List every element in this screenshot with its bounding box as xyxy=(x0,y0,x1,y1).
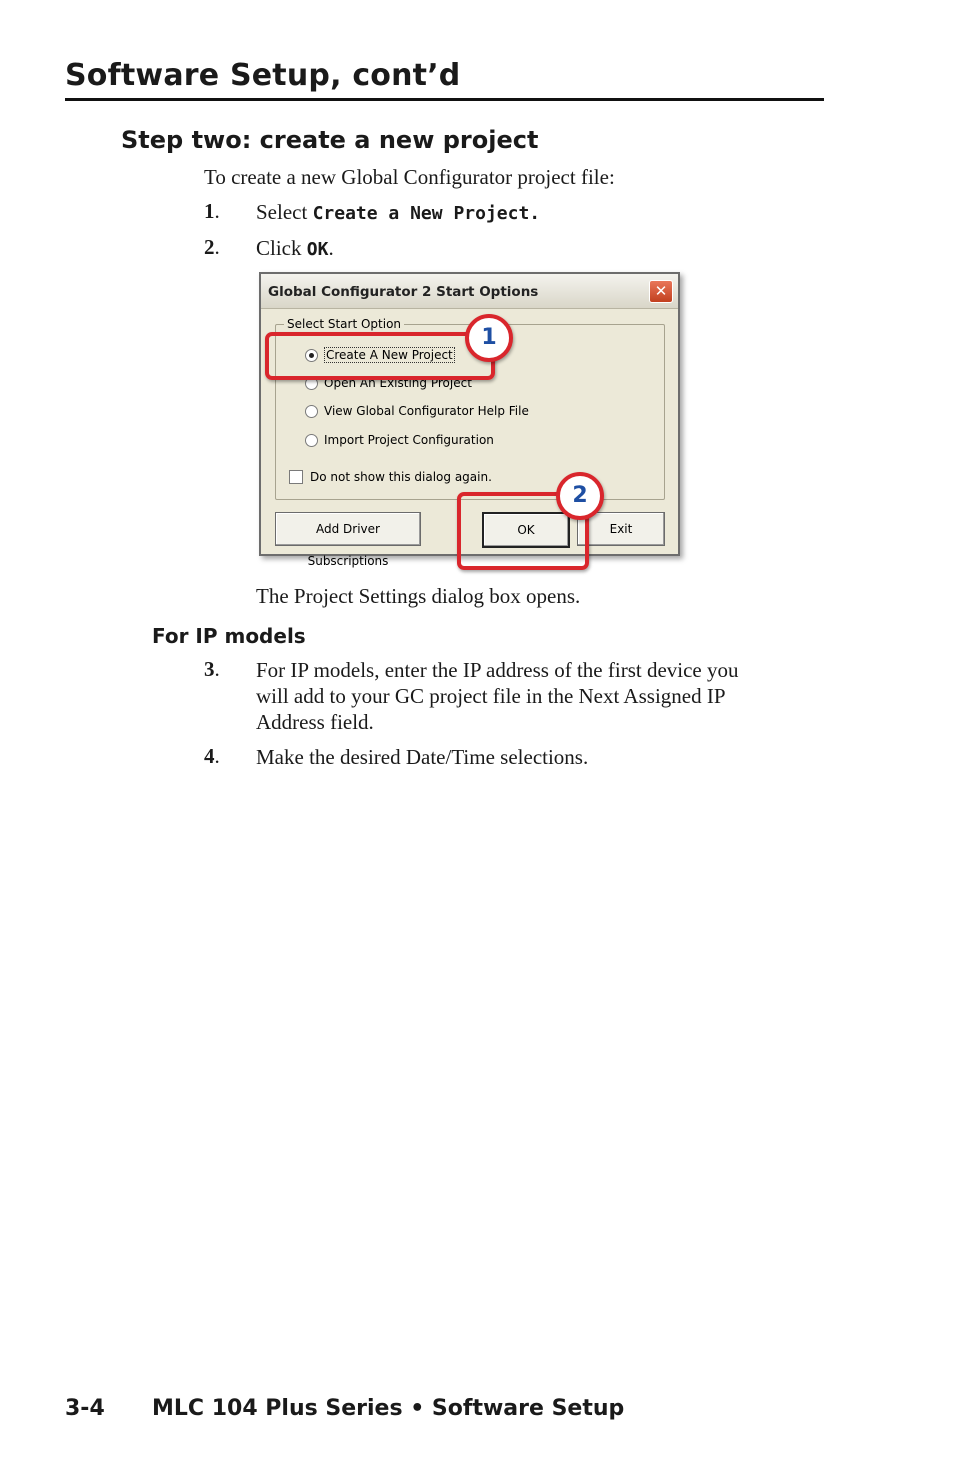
exit-button[interactable]: Exit xyxy=(577,512,665,546)
option-label: Open An Existing Project xyxy=(324,376,472,390)
step-item-2: Click OK. xyxy=(256,236,334,260)
add-driver-subscriptions-button[interactable]: Add Driver Subscriptions xyxy=(275,512,421,546)
step-title: Step two: create a new project xyxy=(121,126,539,154)
step-item-1: Select Create a New Project. xyxy=(256,200,541,224)
option-view-help-file[interactable] xyxy=(305,403,529,419)
option-import-project-configuration[interactable] xyxy=(305,432,494,448)
callout-badge-2: 2 xyxy=(556,472,604,520)
page-number: 3-4 xyxy=(65,1396,105,1421)
radio-icon[interactable] xyxy=(305,405,318,418)
callout-ring-1 xyxy=(265,332,495,380)
option-label: Import Project Configuration xyxy=(324,433,494,447)
option-label: Create A New Project xyxy=(326,348,453,362)
step-item-number: 2. xyxy=(204,235,220,259)
close-icon[interactable]: ✕ xyxy=(649,280,673,303)
checkbox-icon[interactable] xyxy=(289,470,303,484)
step-item-number: 1. xyxy=(204,199,220,223)
dialog-result-text: The Project Settings dialog box opens. xyxy=(256,584,581,608)
section-rule xyxy=(65,98,824,101)
dialog-title: Global Configurator 2 Start Options xyxy=(268,284,539,300)
group-label: Select Start Option xyxy=(284,317,404,331)
section-title: Software Setup, cont’d xyxy=(65,58,461,93)
step-item-2-command: OK xyxy=(306,239,329,260)
checkbox-label: Do not show this dialog again. xyxy=(310,470,492,484)
ip-item-number: 3. xyxy=(204,657,220,681)
ip-item-3: For IP models, enter the IP address of the first device you will add to your GC project file in the Next Assigned IP Address field. xyxy=(256,658,739,734)
step-intro: To create a new Global Configurator project file: xyxy=(204,165,615,189)
step-item-1-command: Create a New Project. xyxy=(312,203,541,224)
ip-item-4: Make the desired Date/Time selections. xyxy=(256,745,589,769)
dialog-titlebar xyxy=(261,274,678,309)
ip-models-heading: For IP models xyxy=(152,624,306,648)
radio-icon[interactable] xyxy=(305,434,318,447)
ip-item-number: 4. xyxy=(204,744,220,768)
running-footer-title: MLC 104 Plus Series • Software Setup xyxy=(152,1396,625,1421)
dont-show-again-checkbox[interactable] xyxy=(289,469,492,485)
callout-badge-1: 1 xyxy=(465,314,513,362)
ok-button[interactable]: OK xyxy=(482,512,570,548)
option-label: View Global Configurator Help File xyxy=(324,404,529,418)
